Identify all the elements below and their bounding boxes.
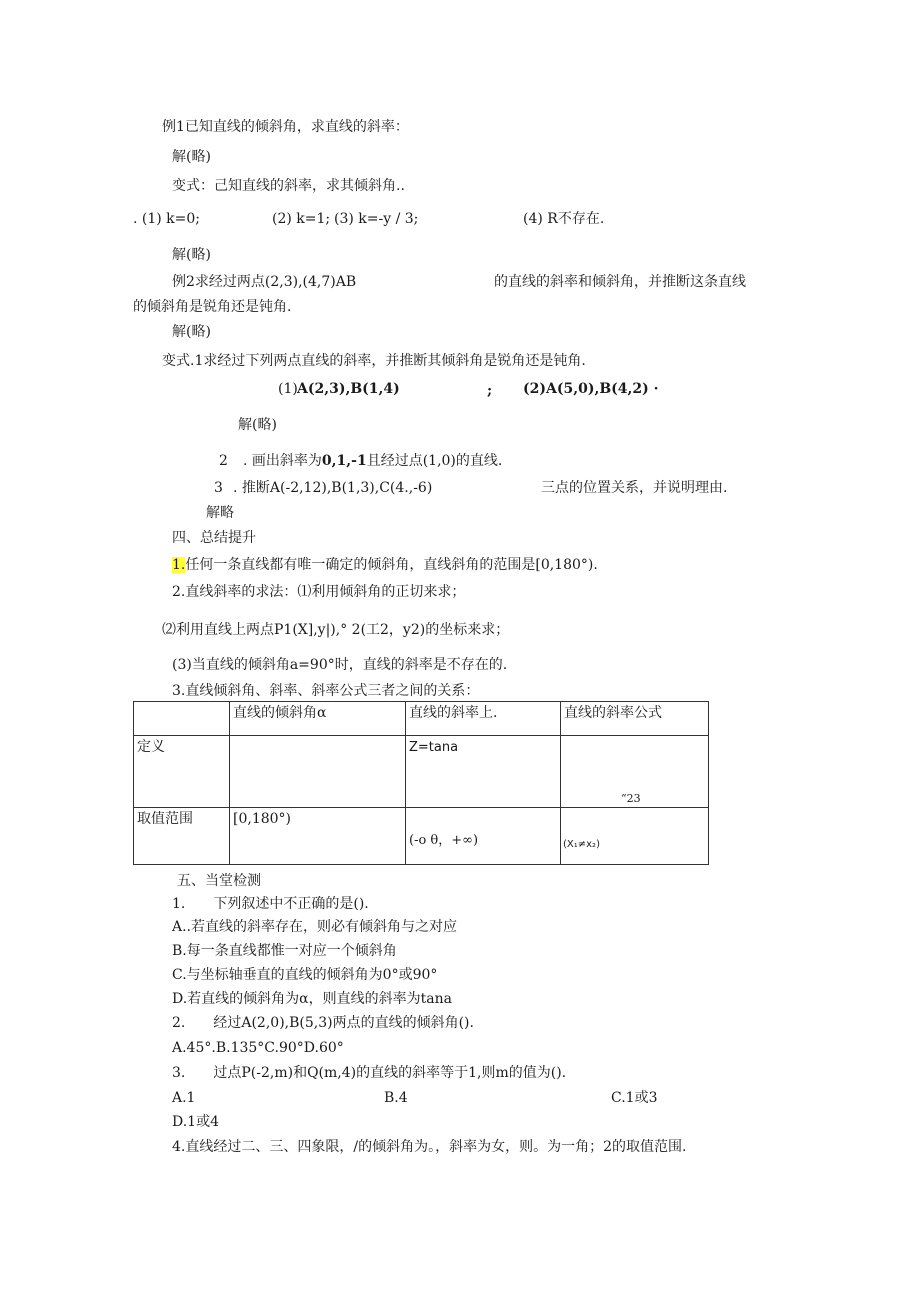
check-heading: 五、当堂检测	[177, 873, 261, 889]
check-option-3c: C.1或3	[611, 1090, 658, 1106]
variant3-solution: 解略	[206, 505, 234, 521]
check-option-1b: B.每一条直线都惟一对应一个倾斜角	[172, 943, 397, 959]
summary-point-1	[172, 556, 598, 574]
example2-solution-2: 解(略)	[238, 417, 277, 433]
summary-point-2b: ⑵利用直线上两点P1(X],y|),° 2(工2，y2)的坐标来求；	[162, 622, 510, 638]
check-question-3: 3. 过点P(-2,m)和Q(m,4)的直线的斜率等于1,则m的值为().	[172, 1065, 567, 1081]
variant-part-3: (3) k=-y / 3;	[334, 211, 419, 227]
example2-title-a: 例2求经过两点(2,3),(4,7)AB	[172, 274, 357, 290]
variant-part-2: (2) k=1;	[272, 211, 331, 227]
variant3-text: . 推断A(-2,12),B(1,3),C(4.,-6)	[233, 480, 433, 496]
variant2-text	[243, 452, 502, 470]
check-options-2: A.45°.B.135°C.90°D.60°	[172, 1040, 344, 1056]
check-option-1a: A..若直线的斜率存在，则必有倾斜角与之对应	[172, 919, 458, 935]
example1-solution-2: 解(略)	[172, 247, 211, 263]
slope-definition: Z=tana	[409, 740, 459, 755]
variant-separator: ;	[487, 383, 493, 399]
variant-question-1-number: (1)	[278, 381, 298, 397]
check-option-1c: C.与坐标轴垂直的直线的倾斜角为0°或90°	[172, 967, 438, 983]
check-question-4: 4.直线经过二、三、四象限，/的倾斜角为。，斜率为女，则。为一角；2的取值范围.	[172, 1139, 687, 1155]
table-cell	[561, 808, 709, 865]
table-row	[134, 736, 709, 808]
summary-point-2c: (3)当直线的倾斜角a=90°时，直线的斜率是不存在的.	[172, 657, 508, 673]
check-option-3d: D.1或4	[172, 1114, 219, 1130]
example2-solution: 解(略)	[172, 324, 211, 340]
table-cell	[230, 808, 406, 865]
summary-point-2: 2.直线斜率的求法：⑴利用倾斜角的正切来求；	[172, 584, 466, 600]
table-cell	[230, 736, 406, 808]
table-header-cell: 直线的倾斜角α	[230, 702, 406, 736]
variant3-rest: 三点的位置关系，并说明理由.	[541, 480, 728, 496]
table-row	[134, 702, 709, 736]
relationship-table	[133, 701, 709, 865]
table-row-label: 定义	[134, 736, 230, 808]
variant2-lead: . 画出斜率为	[243, 453, 322, 469]
table-cell	[406, 808, 561, 865]
check-option-3a: A.1	[172, 1090, 196, 1106]
variant-part-4: (4) R不存在.	[523, 211, 605, 227]
summary-point-1-text: 任何一条直线都有唯一确定的倾斜角，直线斜角的范围是[0,180°).	[185, 557, 598, 573]
summary-point-1-number: 1.	[172, 557, 186, 573]
example1-solution: 解(略)	[172, 149, 211, 165]
example1-variant: 变式：己知直线的斜率，求其倾斜角..	[172, 178, 405, 194]
table-header-cell: 直线的斜率上.	[406, 702, 561, 736]
angle-range: [0,180°)	[233, 811, 292, 827]
example2-variant: 变式.1求经过下列两点直线的斜率，并推断其倾斜角是锐角还是钝角.	[162, 353, 586, 369]
variant-part-1: . (1) k=0;	[133, 211, 201, 227]
table-cell	[561, 736, 709, 808]
table-header-cell	[134, 702, 230, 736]
slope-formula-fragment: “23	[621, 792, 641, 805]
variant2-slopes: 0,1,-1	[321, 453, 367, 469]
example2-title-b: 的直线的斜率和倾斜角，并推断这条直线	[494, 274, 746, 290]
formula-condition: (X₁≠x₂)	[563, 839, 600, 850]
variant3-number: 3	[214, 480, 223, 496]
example2-title-c: 的倾斜角是锐角还是钝角.	[133, 299, 292, 315]
summary-point-3: 3.直线倾斜角、斜率、斜率公式三者之间的关系：	[172, 683, 480, 699]
check-question-2: 2. 经过A(2,0),B(5,3)两点的直线的倾斜角().	[172, 1015, 474, 1031]
check-option-1d: D.若直线的倾斜角为α，则直线的斜率为tana	[172, 991, 452, 1007]
table-row-label: 取值范围	[134, 808, 230, 865]
check-question-1: 1. 下列叙述中不正确的是().	[172, 896, 369, 912]
table-row	[134, 808, 709, 865]
slope-range: (-o θ，+∞)	[409, 833, 479, 848]
table-cell	[406, 736, 561, 808]
variant2-rest: 且经过点(1,0)的直线.	[366, 453, 503, 469]
variant-question-1: A(2,3),B(1,4)	[297, 381, 400, 397]
variant-question-2: (2)A(5,0),B(4,2) ·	[523, 381, 659, 397]
check-option-3b: B.4	[384, 1090, 408, 1106]
variant2-number: 2	[219, 453, 228, 469]
table-header-cell: 直线的斜率公式	[561, 702, 709, 736]
example1-title: 例1已知直线的倾斜角，求直线的斜率：	[162, 119, 409, 135]
summary-heading: 四、总结提升	[172, 530, 256, 546]
